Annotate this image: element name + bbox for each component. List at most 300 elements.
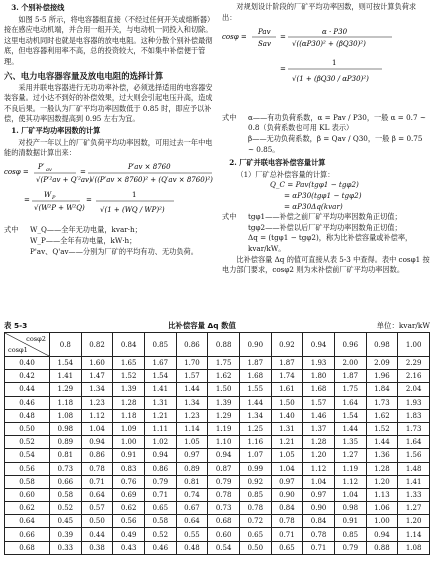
- row-header-cos-phi1: 0.46: [5, 396, 50, 409]
- table-cell: 1.12: [81, 409, 113, 422]
- table-cell: 0.78: [81, 462, 113, 475]
- paragraph-capacitor-selection: 采用并联电容器进行无功功率补偿，必须选择适用的电容器安装容量。过小达不到好的补偿效果，过大则会引起电压升高，造成不良后果。一般认为厂矿平均功率因数低于 0.85 时，即应予以补偿，使其功率因数提高到 0.95 左右为宜。: [4, 82, 213, 124]
- table-cell: 1.21: [271, 436, 303, 449]
- table-cell: 1.04: [271, 462, 303, 475]
- svg-text:√(W²P + W²Q): √(W²P + W²Q): [34, 203, 85, 212]
- table-cell: 1.33: [398, 488, 430, 501]
- table-cell: 0.86: [144, 462, 176, 475]
- table-cell: 0.91: [113, 449, 145, 462]
- table-cell: 1.44: [239, 396, 271, 409]
- svg-text:=: =: [80, 167, 86, 176]
- table-cell: 0.97: [271, 475, 303, 488]
- table-cell: 1.57: [176, 370, 208, 383]
- table-row: [5, 488, 430, 501]
- table-cell: 0.72: [239, 515, 271, 528]
- table-cell: 1.44: [366, 436, 398, 449]
- table-cell: 0.88: [366, 541, 398, 554]
- table-cell: 1.93: [398, 396, 430, 409]
- column-header: 0.8: [50, 333, 82, 357]
- table-cell: 1.31: [144, 396, 176, 409]
- definition-value: β——无功负荷系数，β = Qav / Q30，一般 β = 0.75 ~ 0.85。: [248, 133, 423, 154]
- definition-key: 式中: [4, 225, 19, 235]
- table-cell: 1.18: [113, 409, 145, 422]
- table-cell: 0.94: [81, 436, 113, 449]
- row-header-cos-phi1: 0.64: [5, 515, 50, 528]
- definition-row: [4, 236, 214, 247]
- table-cell: 0.86: [81, 449, 113, 462]
- table-cell: 0.81: [176, 475, 208, 488]
- table-cell: 1.34: [81, 383, 113, 396]
- table-cell: 1.67: [144, 357, 176, 370]
- table-cell: 0.73: [50, 462, 82, 475]
- definition-key: [4, 236, 30, 247]
- table-cell: 1.65: [113, 357, 145, 370]
- table-row: [5, 436, 430, 449]
- table-cell: 0.69: [113, 488, 145, 501]
- table-cell: 1.04: [81, 422, 113, 435]
- table-cell: 1.09: [113, 422, 145, 435]
- table-cell: 0.68: [208, 515, 240, 528]
- row-header-cos-phi1: 0.56: [5, 462, 50, 475]
- row-header-cos-phi1: 0.66: [5, 528, 50, 541]
- definition-row: [4, 247, 214, 258]
- table-cell: 1.12: [334, 475, 366, 488]
- table-cell: 1.02: [144, 436, 176, 449]
- table-row: [5, 449, 430, 462]
- svg-text:1: 1: [132, 190, 137, 199]
- table-cell: 1.20: [398, 515, 430, 528]
- definition-key: [222, 134, 248, 155]
- definition-row: [222, 233, 430, 254]
- definition-value: P'av、Q'av——分别为厂矿的平均有功、无功负荷。: [30, 246, 198, 256]
- table-cell: 0.97: [176, 449, 208, 462]
- column-header: 1.00: [398, 333, 430, 357]
- table-cell: 1.46: [303, 409, 335, 422]
- table-cell: 1.70: [176, 357, 208, 370]
- row-header-cos-phi1: 0.50: [5, 422, 50, 435]
- table-cell: 0.38: [81, 541, 113, 554]
- table-cell: 1.29: [208, 409, 240, 422]
- row-header-cos-phi1: 0.40: [5, 357, 50, 370]
- table-cell: 0.94: [366, 528, 398, 541]
- formula-line: = αP30(tgφ1 − tgφ2): [284, 190, 362, 200]
- table-cell: 1.44: [334, 422, 366, 435]
- table-cell: 0.94: [144, 449, 176, 462]
- table-cell: 1.54: [334, 409, 366, 422]
- left-column: [4, 2, 214, 257]
- table-cell: 1.52: [113, 370, 145, 383]
- table-cell: 1.50: [271, 396, 303, 409]
- table-cell: 1.23: [176, 409, 208, 422]
- table-cell: 0.54: [208, 541, 240, 554]
- left-definitions: [4, 225, 214, 257]
- table-body: [5, 357, 430, 555]
- definition-row: [4, 225, 214, 236]
- table-cell: 0.66: [50, 475, 82, 488]
- table-row: [5, 528, 430, 541]
- paragraph-one-year-data: 对投产一年以上的厂矿负荷平均功率因数，可用过去一年中电能的清数据计算出来：: [4, 137, 213, 158]
- table-cell: 1.35: [334, 436, 366, 449]
- table-cell: 0.46: [144, 541, 176, 554]
- table-cell: 0.98: [50, 422, 82, 435]
- table-cell: 0.57: [81, 502, 113, 515]
- table-cell: 0.67: [176, 502, 208, 515]
- table-cell: 0.97: [303, 488, 335, 501]
- table-cell: 0.60: [208, 528, 240, 541]
- svg-text:Sav: Sav: [258, 40, 271, 49]
- table-cell: 1.11: [144, 422, 176, 435]
- table-cell: 0.79: [208, 475, 240, 488]
- table-row: [5, 370, 430, 383]
- table-cell: 0.90: [271, 488, 303, 501]
- table-cell: 0.89: [176, 462, 208, 475]
- svg-text:P′: P′: [38, 162, 45, 171]
- table-cell: 0.79: [144, 475, 176, 488]
- svg-text:√(1 + (βQ30 / αP30)²): √(1 + (βQ30 / αP30)²): [292, 75, 369, 84]
- table-cell: 0.52: [50, 502, 82, 515]
- definition-value: W_Q——全年无功电量，kvar·h；: [30, 225, 142, 235]
- compensation-table: [4, 332, 430, 555]
- table-cell: 1.20: [366, 475, 398, 488]
- table-cell: 1.41: [144, 383, 176, 396]
- right-definitions-2: [222, 212, 430, 254]
- table-cell: 1.84: [366, 383, 398, 396]
- table-cell: 0.52: [144, 528, 176, 541]
- table-title: 比补偿容量 Δq 数值: [168, 321, 236, 330]
- table-cell: 0.71: [81, 475, 113, 488]
- table-cell: 2.29: [398, 357, 430, 370]
- table-cell: 1.36: [366, 449, 398, 462]
- table-cell: 2.16: [398, 370, 430, 383]
- table-cell: 0.58: [50, 488, 82, 501]
- table-cell: 0.43: [113, 541, 145, 554]
- table-cell: 1.06: [366, 502, 398, 515]
- table-5-3: [4, 320, 430, 555]
- table-cell: 1.31: [271, 422, 303, 435]
- table-cell: 2.04: [398, 383, 430, 396]
- table-label: 表 5-3: [4, 321, 28, 330]
- formula-line: Q_C = Pav(tgφ1 − tgφ2): [270, 180, 359, 190]
- column-header: 0.86: [176, 333, 208, 357]
- formula-graphic: [4, 162, 214, 220]
- table-cell: 1.27: [334, 449, 366, 462]
- table-cell: 1.28: [113, 396, 145, 409]
- definition-row: [222, 113, 430, 134]
- svg-text:W: W: [44, 190, 52, 199]
- table-unit: 单位：kvar/kW: [376, 321, 430, 330]
- table-cell: 0.78: [239, 502, 271, 515]
- heading-individual-compensation: 3. 个别补偿接线: [11, 3, 65, 12]
- svg-text:=: =: [280, 33, 286, 42]
- table-cell: 0.91: [334, 515, 366, 528]
- table-cell: 1.75: [334, 383, 366, 396]
- definition-key: [222, 223, 248, 234]
- table-cell: 0.84: [271, 502, 303, 515]
- formula-qc: [222, 180, 430, 212]
- table-cell: 1.52: [366, 422, 398, 435]
- column-header: 0.85: [144, 333, 176, 357]
- definition-key: 式中: [222, 112, 237, 122]
- table-cell: 0.71: [303, 541, 335, 554]
- table-cell: 0.39: [50, 528, 82, 541]
- table-cell: 1.04: [303, 475, 335, 488]
- right-definitions: [222, 113, 430, 155]
- definition-value: W_P——全年有功电量，kW·h；: [30, 235, 137, 245]
- table-cell: 0.56: [113, 515, 145, 528]
- table-row: [5, 409, 430, 422]
- table-cell: 0.89: [50, 436, 82, 449]
- table-cell: 1.23: [81, 396, 113, 409]
- definition-value: α——有功负荷系数，α = Pav / P30，一般 α = 0.7 ~ 0.8（负荷系数也可用 KL 表示）: [248, 112, 426, 133]
- formula-graphic: [222, 25, 430, 107]
- table-cell: 1.39: [113, 383, 145, 396]
- column-header: 0.94: [303, 333, 335, 357]
- table-cell: 1.61: [271, 383, 303, 396]
- table-cell: 0.78: [303, 528, 335, 541]
- row-header-cos-phi1: 0.44: [5, 383, 50, 396]
- table-row: [5, 515, 430, 528]
- table-cell: 1.08: [50, 409, 82, 422]
- table-row: [5, 357, 430, 370]
- svg-text:=: =: [24, 195, 30, 204]
- definition-key: [222, 233, 248, 254]
- table-cell: 0.48: [176, 541, 208, 554]
- table-cell: 1.16: [239, 436, 271, 449]
- table-cell: 1.87: [239, 357, 271, 370]
- paragraph-individual-compensation: 如图 5-5 所示，将电容器组直接（不经过任何开关或熔断器）接在感应电动机端，并合用一组开关，与电动机一同投入和切除。这里电动机同时也就是电容器的放电电阻。这种分散个别补偿最彻底，但电容器利用率不高，总的投资较大，不如集中补偿便于管理。: [4, 14, 213, 66]
- table-cell: 0.50: [239, 541, 271, 554]
- table-cell: 0.85: [239, 488, 271, 501]
- table-cell: 1.18: [50, 396, 82, 409]
- table-cell: 1.00: [366, 515, 398, 528]
- corner-label-cos-phi1: cosφ1: [8, 346, 28, 354]
- table-cell: 1.62: [366, 409, 398, 422]
- table-cell: 1.39: [208, 396, 240, 409]
- row-header-cos-phi1: 0.68: [5, 541, 50, 554]
- table-cell: 1.25: [239, 422, 271, 435]
- column-header: 0.92: [271, 333, 303, 357]
- table-cell: 1.60: [81, 357, 113, 370]
- table-cell: 1.14: [398, 528, 430, 541]
- svg-text:1: 1: [332, 59, 337, 68]
- table-cell: 1.19: [334, 462, 366, 475]
- table-cell: 0.50: [81, 515, 113, 528]
- table-cell: 0.45: [50, 515, 82, 528]
- table-cell: 1.29: [50, 383, 82, 396]
- table-cell: 1.83: [398, 409, 430, 422]
- row-header-cos-phi1: 0.60: [5, 488, 50, 501]
- table-cell: 1.28: [366, 462, 398, 475]
- table-cell: 1.64: [334, 396, 366, 409]
- row-header-cos-phi1: 0.62: [5, 502, 50, 515]
- table-cell: 0.33: [50, 541, 82, 554]
- row-header-cos-phi1: 0.54: [5, 449, 50, 462]
- table-cell: 1.27: [398, 502, 430, 515]
- definition-key: 式中: [222, 212, 237, 222]
- definition-row: [222, 134, 430, 155]
- table-cell: 0.76: [113, 475, 145, 488]
- table-cell: 0.99: [239, 462, 271, 475]
- row-header-cos-phi1: 0.58: [5, 475, 50, 488]
- table-cell: 1.62: [208, 370, 240, 383]
- table-cell: 0.58: [144, 515, 176, 528]
- table-cell: 1.93: [303, 357, 335, 370]
- table-cell: 1.55: [239, 383, 271, 396]
- table-cell: 1.20: [303, 449, 335, 462]
- table-cell: 1.40: [271, 409, 303, 422]
- table-cell: 1.41: [398, 475, 430, 488]
- table-cell: 1.14: [176, 422, 208, 435]
- table-header-row: [5, 333, 430, 357]
- table-cell: 1.34: [176, 396, 208, 409]
- table-cell: 0.44: [81, 528, 113, 541]
- table-cell: 2.00: [334, 357, 366, 370]
- svg-text:cosφ =: cosφ =: [4, 167, 29, 176]
- definition-row: [222, 223, 430, 234]
- table-cell: 0.94: [208, 449, 240, 462]
- table-cell: 0.71: [144, 488, 176, 501]
- table-cell: 1.73: [398, 422, 430, 435]
- table-cell: 1.87: [271, 357, 303, 370]
- table-cell: 0.85: [334, 528, 366, 541]
- column-header: 0.96: [334, 333, 366, 357]
- table-cell: 1.80: [303, 370, 335, 383]
- table-cell: 1.47: [81, 370, 113, 383]
- table-cell: 0.65: [144, 502, 176, 515]
- table-cell: 1.73: [366, 396, 398, 409]
- table-cell: 1.05: [176, 436, 208, 449]
- formula-cos-phi-energy: [4, 162, 214, 224]
- table-row: [5, 383, 430, 396]
- table-caption-row: [4, 320, 430, 332]
- table-cell: 1.28: [303, 436, 335, 449]
- row-header-cos-phi1: 0.52: [5, 436, 50, 449]
- table-cell: 0.49: [113, 528, 145, 541]
- table-row: [5, 396, 430, 409]
- definition-row: [222, 212, 430, 223]
- table-cell: 0.78: [208, 488, 240, 501]
- svg-text:av: av: [46, 166, 52, 173]
- formula-cos-phi-load: [222, 25, 430, 111]
- table-cell: 1.64: [398, 436, 430, 449]
- table-cell: 1.34: [239, 409, 271, 422]
- table-cell: 0.98: [334, 502, 366, 515]
- svg-text:cosφ =: cosφ =: [222, 33, 247, 42]
- table-cell: 0.64: [176, 515, 208, 528]
- table-cell: 1.07: [239, 449, 271, 462]
- table-row: [5, 502, 430, 515]
- table-cell: 1.96: [366, 370, 398, 383]
- paragraph-planning-stage: 对规划设计阶段的厂矿平均功率因数，则可按计算负荷求出：: [222, 2, 417, 22]
- table-cell: 1.13: [366, 488, 398, 501]
- table-cell: 0.65: [239, 528, 271, 541]
- table-cell: 0.79: [334, 541, 366, 554]
- table-cell: 1.54: [50, 357, 82, 370]
- table-cell: 1.68: [303, 383, 335, 396]
- paragraph-total-capacity: （1）厂矿总补偿容量的计算：: [236, 169, 335, 179]
- svg-text:=: =: [280, 65, 286, 74]
- table-corner-cell: [5, 333, 50, 357]
- table-cell: 1.10: [208, 436, 240, 449]
- table-cell: 1.48: [398, 462, 430, 475]
- table-cell: 0.81: [50, 449, 82, 462]
- column-header: 0.82: [81, 333, 113, 357]
- table-cell: 1.05: [271, 449, 303, 462]
- svg-text:Pav: Pav: [258, 28, 271, 37]
- table-cell: 1.87: [334, 370, 366, 383]
- table-cell: 0.78: [271, 515, 303, 528]
- table-cell: 0.83: [113, 462, 145, 475]
- svg-text:√((P′av × 8760)² + (Q′av × 876: √((P′av × 8760)² + (Q′av × 8760)²): [90, 175, 213, 184]
- table-cell: 0.71: [271, 528, 303, 541]
- table-cell: 2.09: [366, 357, 398, 370]
- table-cell: 0.92: [239, 475, 271, 488]
- table-cell: 1.54: [144, 370, 176, 383]
- svg-text:=: =: [86, 195, 92, 204]
- svg-text:P: P: [52, 194, 56, 201]
- table-cell: 0.73: [208, 502, 240, 515]
- table-cell: 0.65: [271, 541, 303, 554]
- definition-value: tgφ2——补偿以后厂矿平均功率因数角正切值；: [248, 222, 402, 232]
- table-cell: 1.56: [398, 449, 430, 462]
- table-cell: 1.44: [176, 383, 208, 396]
- svg-text:α · P30: α · P30: [322, 28, 348, 37]
- row-header-cos-phi1: 0.42: [5, 370, 50, 383]
- table-row: [5, 462, 430, 475]
- column-header: 0.90: [239, 333, 271, 357]
- table-cell: 1.21: [144, 409, 176, 422]
- table-cell: 1.12: [303, 462, 335, 475]
- section-title: 六、电力电容器容量及放电电阻的选择计算: [4, 70, 164, 81]
- table-cell: 0.74: [176, 488, 208, 501]
- definition-value: Δq = (tgφ1 − tgφ2)，称为比补偿容量或补偿率，kvar/kW。: [248, 233, 413, 253]
- table-cell: 1.50: [208, 383, 240, 396]
- svg-text:√((αP30)² + (βQ30)²): √((αP30)² + (βQ30)²): [292, 40, 366, 49]
- table-cell: 0.84: [303, 515, 335, 528]
- svg-text:P′av × 8760: P′av × 8760: [128, 162, 171, 171]
- svg-text:√(P′²av + Q′²av): √(P′²av + Q′²av): [36, 175, 92, 184]
- table-cell: 1.00: [113, 436, 145, 449]
- svg-text:√(1 + (WQ / WP)²): √(1 + (WQ / WP)²): [100, 205, 165, 214]
- table-cell: 0.87: [208, 462, 240, 475]
- subheading-compensation-capacity: 2. 厂矿并联电容补偿容量计算: [229, 158, 326, 168]
- row-header-cos-phi1: 0.48: [5, 409, 50, 422]
- corner-label-cos-phi2: cosφ2: [26, 335, 46, 343]
- table-cell: 1.75: [208, 357, 240, 370]
- table-cell: 1.19: [208, 422, 240, 435]
- paragraph-table-lookup: 比补偿容量 Δq 的值可直接从表 5-3 中查得。表中 cosφ1 按电力部门要求，cosφ2 则为未补偿前厂矿平均功率因数。: [222, 254, 430, 275]
- table-cell: 1.08: [398, 541, 430, 554]
- table-row: [5, 475, 430, 488]
- table-cell: 1.57: [303, 396, 335, 409]
- table-cell: 1.04: [334, 488, 366, 501]
- definition-value: tgφ1——补偿之前厂矿平均功率因数角正切值；: [248, 212, 402, 222]
- table-cell: 1.41: [50, 370, 82, 383]
- column-header: 0.84: [113, 333, 145, 357]
- table-cell: 0.55: [176, 528, 208, 541]
- table-row: [5, 541, 430, 554]
- table-cell: 0.90: [303, 502, 335, 515]
- subheading-avg-power-factor: 1. 厂矿平均功率因数的计算: [11, 125, 101, 135]
- table-cell: 0.62: [113, 502, 145, 515]
- table-cell: 0.64: [81, 488, 113, 501]
- table-cell: 1.37: [303, 422, 335, 435]
- table-cell: 1.74: [271, 370, 303, 383]
- right-column: [222, 2, 430, 276]
- column-header: 0.98: [366, 333, 398, 357]
- definition-key: [4, 247, 30, 258]
- table-row: [5, 422, 430, 435]
